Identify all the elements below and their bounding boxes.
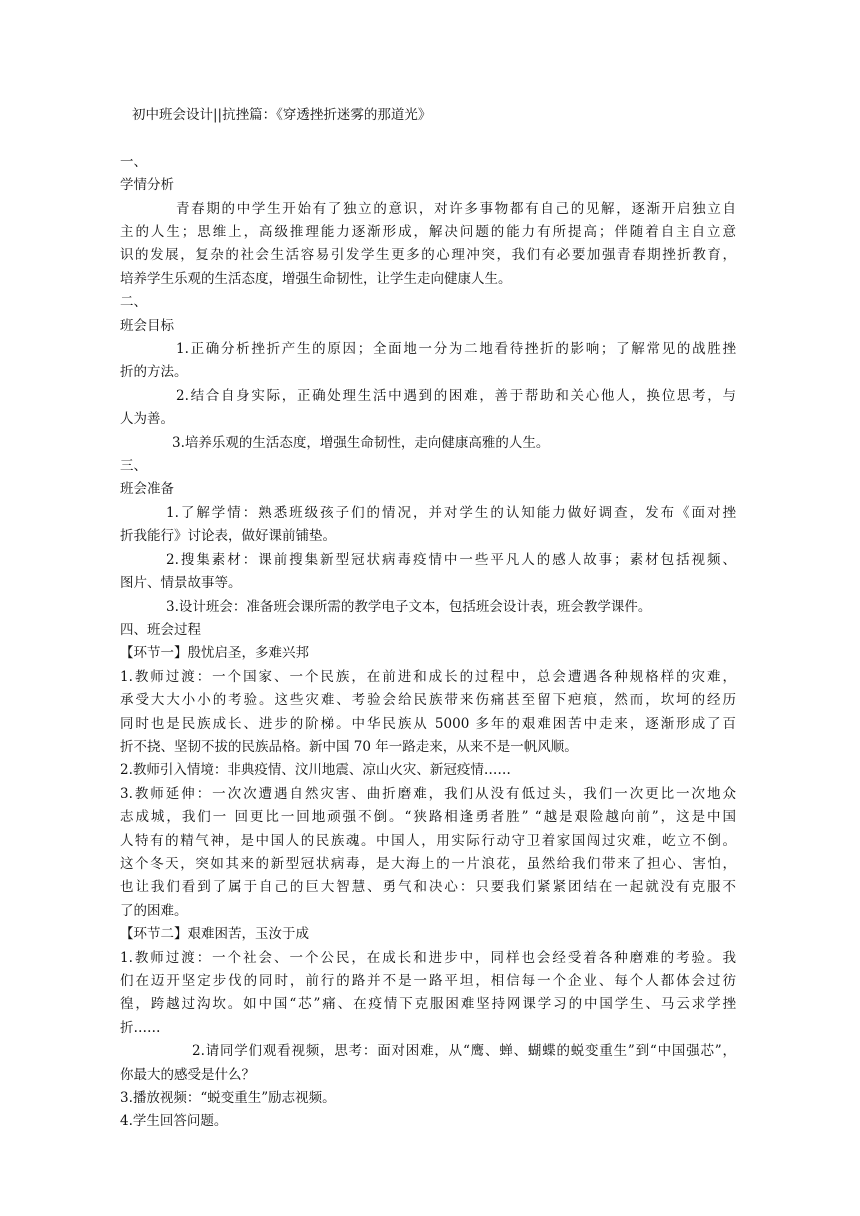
section-2-number: 二、 <box>120 294 147 311</box>
link-1-line: 志成城，我们一 回更比一回地顽强不倒。“狭路相逢勇者胜” “越是艰险越向前”，这是中国 <box>120 809 736 826</box>
goal-line: 折的方法。 <box>120 364 188 381</box>
document-title: 初中班会设计||抗挫篇：《穿透挫折迷雾的那道光》 <box>132 107 432 123</box>
section-2-heading: 班会目标 <box>120 317 174 334</box>
link-2-line: 2.请同学们观看视频，思考：面对困难，从“鹰、蝉、蝴蝶的蜕变重生”到“中国强芯”， <box>192 1043 736 1060</box>
link-1-line: 2.教师引入情境：非典疫情、汶川地震、凉山火灾、新冠疫情…… <box>120 762 511 779</box>
link-2-line: 们在迈开坚定步伐的同时，前行的路并不是一路平坦，相信每一个企业、每个人都体会过彷 <box>120 973 736 990</box>
link-1-line: 了的困难。 <box>120 902 188 919</box>
link-2-heading: 【环节二】艰难困苦，玉汝于成 <box>120 926 309 943</box>
paragraph-line: 青春期的中学生开始有了独立的意识，对许多事物都有自己的见解，逐渐开启独立自 <box>176 200 736 217</box>
link-2-line: 徨，跨越过沟坎。如中国“芯”痛、在疫情下克服困难坚持网课学习的中国学生、马云求学挫 <box>120 996 736 1013</box>
prep-line: 图片、情景故事等。 <box>120 575 242 592</box>
link-2-line: 你最大的感受是什么？ <box>120 1066 255 1083</box>
link-2-line: 1.教师过渡：一个社会、一个公民，在成长和进步中，同样也会经受着各种磨难的考验。我 <box>120 949 736 966</box>
link-2-line: 3.播放视频：“蜕变重生”励志视频。 <box>120 1090 336 1107</box>
paragraph-line: 主的人生；思维上，高级推理能力逐渐形成，解决问题的能力有所提高；伴随着自主自立意 <box>120 224 736 241</box>
goal-line: 2.结合自身实际，正确处理生活中遇到的困难，善于帮助和关心他人，换位思考，与 <box>176 387 736 404</box>
link-2-line: 折…… <box>120 1019 161 1036</box>
link-1-line: 3.教师延伸：一次次遭遇自然灾害、曲折磨难，我们从没有低过头，我们一次更比一次地众 <box>120 785 736 802</box>
prep-line: 1.了解学情：熟悉班级孩子们的情况，并对学生的认知能力做好调查，发布《面对挫 <box>166 504 736 521</box>
link-2-line: 4.学生回答问题。 <box>120 1113 228 1130</box>
paragraph-line: 培养学生乐观的生活态度，增强生命韧性，让学生走向健康人生。 <box>120 270 512 287</box>
link-1-heading: 【环节一】殷忧启圣，多难兴邦 <box>120 645 309 662</box>
link-1-line: 这个冬天，突如其来的新型冠状病毒，是大海上的一片浪花，虽然给我们带来了担心、害怕， <box>120 855 736 872</box>
link-1-line: 人特有的精气神，是中国人的民族魂。中国人，用实际行动守卫着家国闯过灾难，屹立不倒。 <box>120 832 736 849</box>
link-1-line: 折不挠、坚韧不拔的民族品格。新中国 70 年一路走来，从来不是一帆风顺。 <box>120 738 578 755</box>
link-1-line: 同时也是民族成长、进步的阶梯。中华民族从 5000 多年的艰难困苦中走来，逐渐形成了百 <box>120 715 736 732</box>
link-1-line: 1.教师过渡：一个国家、一个民族，在前进和成长的过程中，总会遭遇各种规格样的灾难， <box>120 668 736 685</box>
prep-line: 3.设计班会：准备班会课所需的教学电子文本，包括班会设计表，班会教学课件。 <box>166 598 652 615</box>
prep-line: 折我能行》讨论表，做好课前铺垫。 <box>120 528 336 545</box>
section-3-heading: 班会准备 <box>120 481 174 498</box>
link-1-line: 承受大大小小的考验。这些灾难、考验会给民族带来伤痛甚至留下疤痕，然而，坎坷的经历 <box>120 692 736 709</box>
prep-line: 2.搜集素材：课前搜集新型冠状病毒疫情中一些平凡人的感人故事；素材包括视频、 <box>166 551 736 568</box>
section-3-number: 三、 <box>120 458 147 475</box>
section-1-heading: 学情分析 <box>120 177 174 194</box>
goal-line: 人为善。 <box>120 411 174 428</box>
section-1-number: 一、 <box>120 153 147 170</box>
goal-line: 3.培养乐观的生活态度，增强生命韧性，走向健康高雅的人生。 <box>172 434 550 451</box>
section-4-heading: 四、班会过程 <box>120 621 201 638</box>
goal-line: 1.正确分析挫折产生的原因；全面地一分为二地看待挫折的影响；了解常见的战胜挫 <box>176 341 736 358</box>
paragraph-line: 识的发展，复杂的社会生活容易引发学生更多的心理冲突，我们有必要加强青春期挫折教育， <box>120 247 736 264</box>
link-1-line: 也让我们看到了属于自己的巨大智慧、勇气和决心：只要我们紧紧团结在一起就没有克服不 <box>120 879 736 896</box>
